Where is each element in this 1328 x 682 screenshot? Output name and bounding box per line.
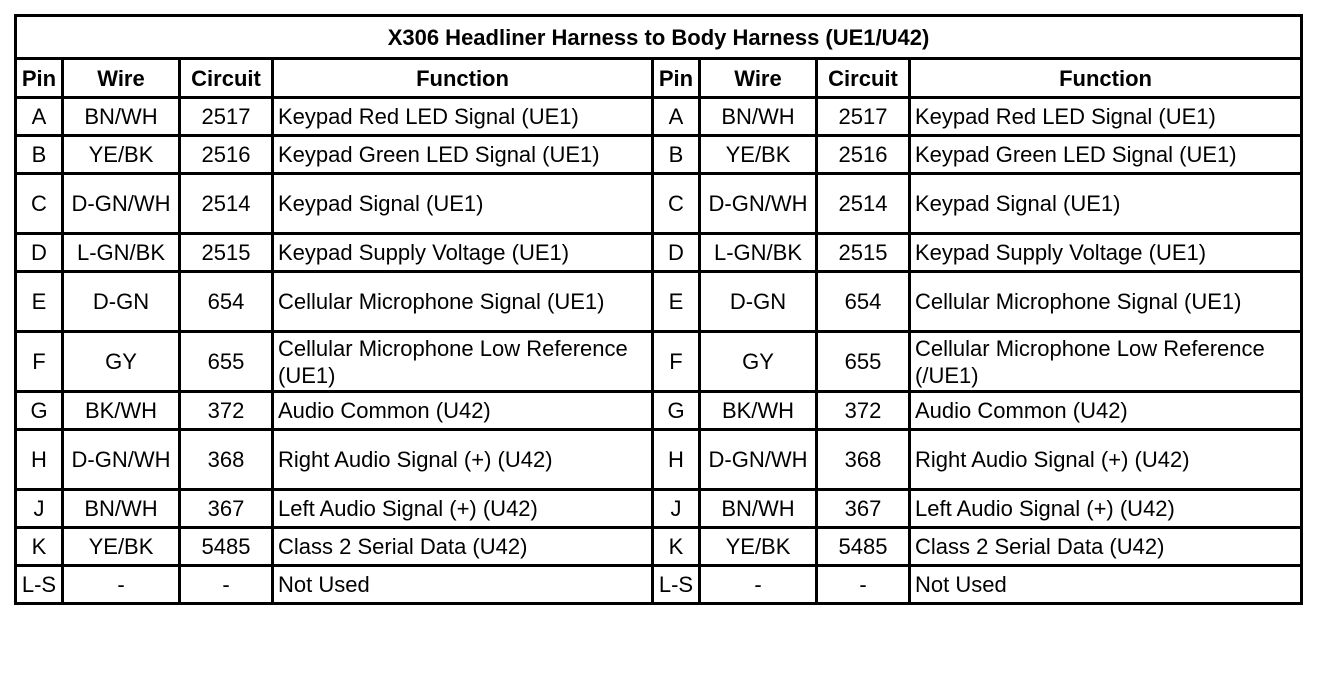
pin-cell: G xyxy=(16,392,63,430)
function-cell: Keypad Signal (UE1) xyxy=(910,174,1302,234)
pin-cell: B xyxy=(16,136,63,174)
pin-cell: G xyxy=(653,392,700,430)
pin-cell: A xyxy=(16,98,63,136)
circuit-cell: 654 xyxy=(180,272,273,332)
table-row xyxy=(16,98,1302,136)
function-cell: Cellular Microphone Low Reference (UE1) xyxy=(273,332,653,392)
pin-cell: L-S xyxy=(16,566,63,604)
wire-cell: BN/WH xyxy=(700,490,817,528)
pin-cell: D xyxy=(653,234,700,272)
pin-cell: J xyxy=(653,490,700,528)
function-cell: Keypad Supply Voltage (UE1) xyxy=(910,234,1302,272)
circuit-cell: 5485 xyxy=(817,528,910,566)
wire-cell: BN/WH xyxy=(700,98,817,136)
pin-cell: C xyxy=(16,174,63,234)
pin-cell: E xyxy=(16,272,63,332)
wire-cell: BN/WH xyxy=(63,490,180,528)
function-cell: Keypad Signal (UE1) xyxy=(273,174,653,234)
function-cell: Keypad Supply Voltage (UE1) xyxy=(273,234,653,272)
header-pin-right: Pin xyxy=(653,59,700,98)
function-cell: Right Audio Signal (+) (U42) xyxy=(273,430,653,490)
function-cell: Keypad Green LED Signal (UE1) xyxy=(273,136,653,174)
wire-cell: L-GN/BK xyxy=(700,234,817,272)
circuit-cell: 655 xyxy=(817,332,910,392)
function-cell: Class 2 Serial Data (U42) xyxy=(273,528,653,566)
header-wire-left: Wire xyxy=(63,59,180,98)
wire-cell: YE/BK xyxy=(700,528,817,566)
pin-cell: E xyxy=(653,272,700,332)
function-cell: Class 2 Serial Data (U42) xyxy=(910,528,1302,566)
wire-cell: YE/BK xyxy=(63,136,180,174)
pin-cell: J xyxy=(16,490,63,528)
circuit-cell: 372 xyxy=(180,392,273,430)
header-function-right: Function xyxy=(910,59,1302,98)
pin-cell: B xyxy=(653,136,700,174)
function-cell: Left Audio Signal (+) (U42) xyxy=(910,490,1302,528)
function-cell: Left Audio Signal (+) (U42) xyxy=(273,490,653,528)
function-cell: Cellular Microphone Signal (UE1) xyxy=(910,272,1302,332)
circuit-cell: 367 xyxy=(817,490,910,528)
wire-cell: D-GN/WH xyxy=(63,430,180,490)
circuit-cell: 2516 xyxy=(817,136,910,174)
circuit-cell: 655 xyxy=(180,332,273,392)
wire-cell: GY xyxy=(700,332,817,392)
circuit-cell: 2514 xyxy=(180,174,273,234)
wire-cell: BN/WH xyxy=(63,98,180,136)
table-row xyxy=(16,272,1302,332)
table-row xyxy=(16,392,1302,430)
function-cell: Keypad Green LED Signal (UE1) xyxy=(910,136,1302,174)
pin-cell: F xyxy=(16,332,63,392)
wire-cell: D-GN/WH xyxy=(700,430,817,490)
header-function-left: Function xyxy=(273,59,653,98)
circuit-cell: 2514 xyxy=(817,174,910,234)
wire-cell: - xyxy=(63,566,180,604)
wire-cell: D-GN xyxy=(700,272,817,332)
pin-cell: K xyxy=(653,528,700,566)
wire-cell: GY xyxy=(63,332,180,392)
circuit-cell: 2516 xyxy=(180,136,273,174)
circuit-cell: 2517 xyxy=(817,98,910,136)
table-title: X306 Headliner Harness to Body Harness (UE1/U42) xyxy=(16,16,1302,59)
function-cell: Right Audio Signal (+) (U42) xyxy=(910,430,1302,490)
circuit-cell: 2515 xyxy=(180,234,273,272)
table-row xyxy=(16,234,1302,272)
circuit-cell: 5485 xyxy=(180,528,273,566)
function-cell: Keypad Red LED Signal (UE1) xyxy=(273,98,653,136)
pin-cell: F xyxy=(653,332,700,392)
header-row xyxy=(16,59,1302,98)
wire-cell: YE/BK xyxy=(63,528,180,566)
function-cell: Keypad Red LED Signal (UE1) xyxy=(910,98,1302,136)
wire-cell: YE/BK xyxy=(700,136,817,174)
pin-cell: C xyxy=(653,174,700,234)
wire-cell: D-GN xyxy=(63,272,180,332)
pin-cell: L-S xyxy=(653,566,700,604)
circuit-cell: 368 xyxy=(180,430,273,490)
wire-cell: L-GN/BK xyxy=(63,234,180,272)
header-wire-right: Wire xyxy=(700,59,817,98)
function-cell: Audio Common (U42) xyxy=(910,392,1302,430)
pin-cell: A xyxy=(653,98,700,136)
pin-cell: D xyxy=(16,234,63,272)
header-pin-left: Pin xyxy=(16,59,63,98)
circuit-cell: - xyxy=(817,566,910,604)
function-cell: Audio Common (U42) xyxy=(273,392,653,430)
table-row xyxy=(16,528,1302,566)
table-row xyxy=(16,332,1302,392)
circuit-cell: 372 xyxy=(817,392,910,430)
circuit-cell: 654 xyxy=(817,272,910,332)
function-cell: Not Used xyxy=(910,566,1302,604)
circuit-cell: 2515 xyxy=(817,234,910,272)
table-row xyxy=(16,174,1302,234)
table-row xyxy=(16,490,1302,528)
header-circuit-left: Circuit xyxy=(180,59,273,98)
wire-cell: D-GN/WH xyxy=(700,174,817,234)
wire-cell: - xyxy=(700,566,817,604)
function-cell: Not Used xyxy=(273,566,653,604)
wire-cell: BK/WH xyxy=(700,392,817,430)
pin-cell: H xyxy=(16,430,63,490)
pin-cell: K xyxy=(16,528,63,566)
connector-pinout-table xyxy=(14,14,1303,605)
function-cell: Cellular Microphone Signal (UE1) xyxy=(273,272,653,332)
circuit-cell: - xyxy=(180,566,273,604)
circuit-cell: 367 xyxy=(180,490,273,528)
header-circuit-right: Circuit xyxy=(817,59,910,98)
table-row xyxy=(16,136,1302,174)
wire-cell: BK/WH xyxy=(63,392,180,430)
connector-table-wrapper xyxy=(14,14,1303,605)
circuit-cell: 2517 xyxy=(180,98,273,136)
pin-cell: H xyxy=(653,430,700,490)
circuit-cell: 368 xyxy=(817,430,910,490)
wire-cell: D-GN/WH xyxy=(63,174,180,234)
table-row xyxy=(16,430,1302,490)
function-cell: Cellular Microphone Low Reference (/UE1) xyxy=(910,332,1302,392)
table-row xyxy=(16,566,1302,604)
